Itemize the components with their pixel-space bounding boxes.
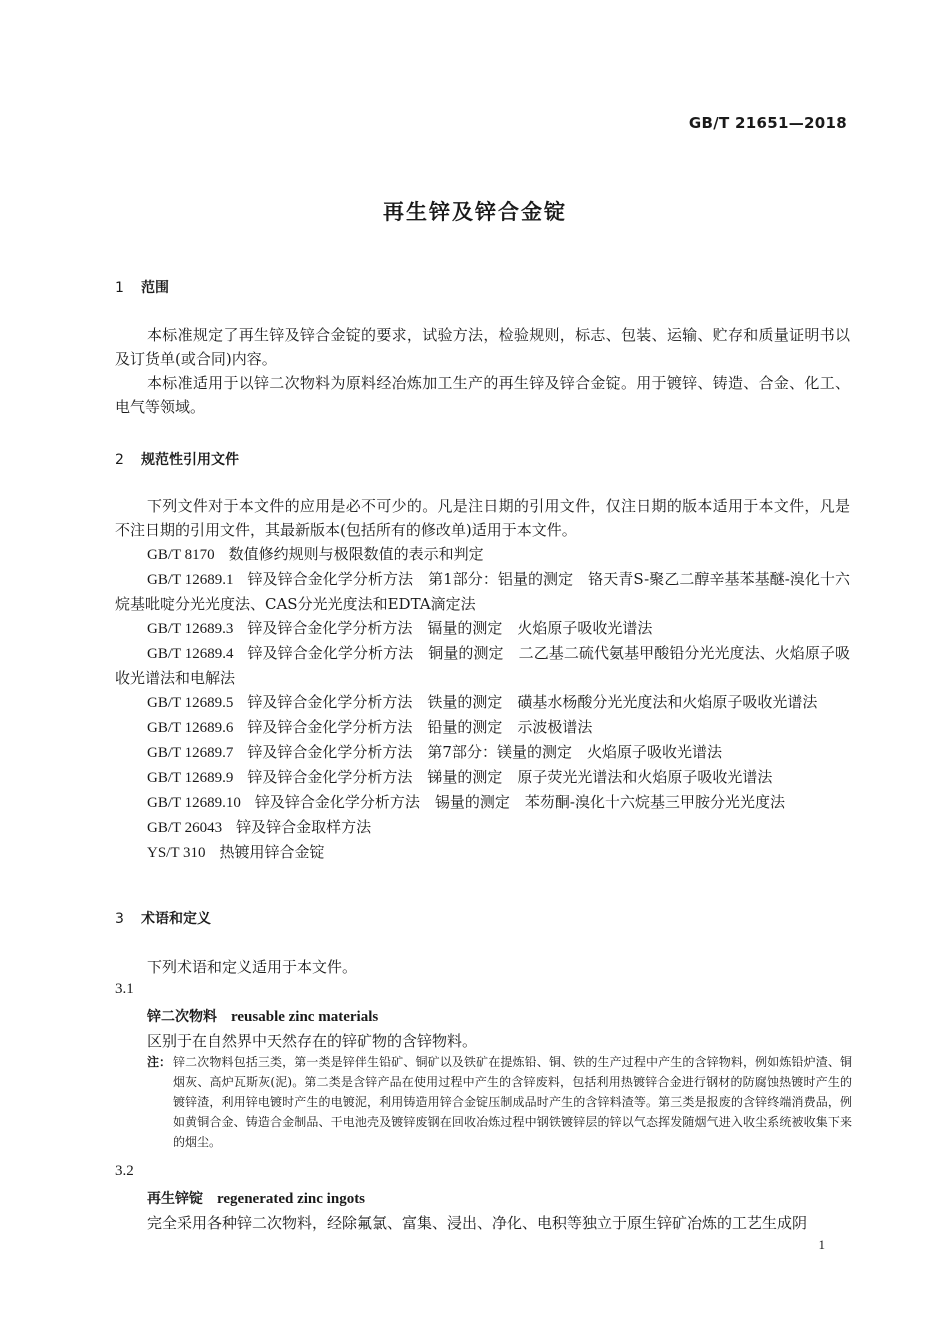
reference-code: GB/T 12689.4 [147,646,234,662]
reference-code: GB/T 12689.3 [147,621,234,637]
page-number: 1 [818,1237,825,1252]
reference-title: 锌及锌合金化学分析方法 锑量的测定 原子荧光光谱法和火焰原子吸收光谱法 [247,768,773,786]
reference-item [115,690,850,715]
paragraph: 下列文件对于本文件的应用是必不可少的。凡是注日期的引用文件，仅注日期的版本适用于本文件，凡是不注日期的引用文件，其最新版本(包括所有的修改单)适用于本文件。 [115,497,850,539]
term-entry [147,1186,852,1235]
reference-item [115,815,850,840]
reference-title: 锌及锌合金化学分析方法 第7部分：镁量的测定 火焰原子吸收光谱法 [247,743,722,761]
term-entry [147,1004,852,1053]
reference-title: 锌及锌合金化学分析方法 镉量的测定 火焰原子吸收光谱法 [247,619,653,637]
reference-code: GB/T 12689.6 [147,720,234,736]
section-title: 术语和定义 [141,911,211,927]
scope-body [115,323,850,419]
terms-intro [115,955,850,979]
reference-item [115,641,850,690]
section-heading-scope [115,277,169,297]
reference-item [115,567,850,616]
reference-title: 热镀用锌合金锭 [219,843,325,861]
reference-code: GB/T 12689.9 [147,770,234,786]
section-title: 规范性引用文件 [141,452,239,468]
reference-item [115,790,850,815]
reference-title: 锌及锌合金化学分析方法 铜量的测定 二乙基二硫代氨基甲酸铅分光光度法、火焰原子吸收光谱法和电解法 [115,644,850,687]
normative-body [115,494,850,865]
term-heading [147,1186,852,1211]
term-english: reusable zinc materials [231,1009,379,1025]
reference-title: 锌及锌合金取样方法 [236,818,372,836]
reference-item [115,542,850,567]
reference-item [115,616,850,641]
standard-number: GB/T 21651—2018 [688,114,847,132]
document-title: 再生锌及锌合金锭 [383,200,567,224]
paragraph: 下列术语和定义适用于本文件。 [147,958,358,976]
section-heading-terms [115,908,211,928]
note-text: 锌二次物料包括三类，第一类是锌伴生铅矿、铜矿以及铁矿在提炼铅、铜、铁的生产过程中产生的含锌物料，例如炼铅炉渣、铜烟灰、高炉瓦斯灰(泥)。第二类是含锌产品在使用过程中产生的含锌废料，包括利用热镀锌合金进行钢材的防腐蚀热镀时产生的镀锌渣，利用锌电镀时产生的电镀泥，利用铸造用锌合金锭压制成品时产生的含锌料渣等。第三类是报废的含锌终端消费品，例如黄铜合金、铸造合金制品、干电池壳及镀锌废钢在回收冶炼过程中钢铁镀锌层的锌以气态挥发随烟气进入收尘系统被收集下来的烟尘。 [173,1055,852,1149]
section-number: 2 [115,452,124,468]
term-heading [147,1004,852,1029]
term-number: 3.1 [115,981,134,997]
term-number: 3.2 [115,1163,134,1179]
section-number: 3 [115,911,124,927]
reference-item [115,740,850,765]
term-note [147,1052,852,1152]
reference-title: 数值修约规则与极限数值的表示和判定 [228,545,484,563]
paragraph: 本标准适用于以锌二次物料为原料经冶炼加工生产的再生锌及锌合金锭。用于镀锌、铸造、合金、化工、电气等领域。 [115,374,850,416]
term-definition: 区别于在自然界中天然存在的锌矿物的含锌物料。 [147,1032,478,1050]
reference-code: GB/T 12689.10 [147,795,241,811]
reference-item [115,840,850,865]
reference-code: GB/T 12689.7 [147,745,234,761]
section-number: 1 [115,280,124,296]
reference-title: 锌及锌合金化学分析方法 锡量的测定 苯芴酮-溴化十六烷基三甲胺分光光度法 [254,793,785,811]
reference-title: 锌及锌合金化学分析方法 第1部分：铝量的测定 铬天青S-聚乙二醇辛基苯基醚-溴化十六烷基吡啶分光光度法、CAS分光光度法和EDTA滴定法 [115,570,850,613]
term-chinese: 锌二次物料 [147,1009,217,1025]
term-english: regenerated zinc ingots [217,1191,366,1207]
reference-title: 锌及锌合金化学分析方法 铅量的测定 示波极谱法 [247,718,593,736]
term-definition: 完全采用各种锌二次物料，经除氟氯、富集、浸出、净化、电积等独立于原生锌矿冶炼的工艺生成阴 [147,1214,808,1232]
paragraph: 本标准规定了再生锌及锌合金锭的要求，试验方法，检验规则，标志、包装、运输、贮存和质量证明书以及订货单(或合同)内容。 [115,326,850,368]
reference-code: GB/T 8170 [147,547,215,563]
note-label: 注： [147,1055,172,1069]
reference-item [115,715,850,740]
reference-item [115,765,850,790]
reference-code: YS/T 310 [147,845,206,861]
section-heading-normative [115,449,239,469]
reference-code: GB/T 12689.5 [147,695,234,711]
section-title: 范围 [141,280,169,296]
term-chinese: 再生锌锭 [147,1191,203,1207]
reference-code: GB/T 12689.1 [147,572,234,588]
reference-code: GB/T 26043 [147,820,223,836]
reference-title: 锌及锌合金化学分析方法 铁量的测定 磺基水杨酸分光光度法和火焰原子吸收光谱法 [247,693,818,711]
